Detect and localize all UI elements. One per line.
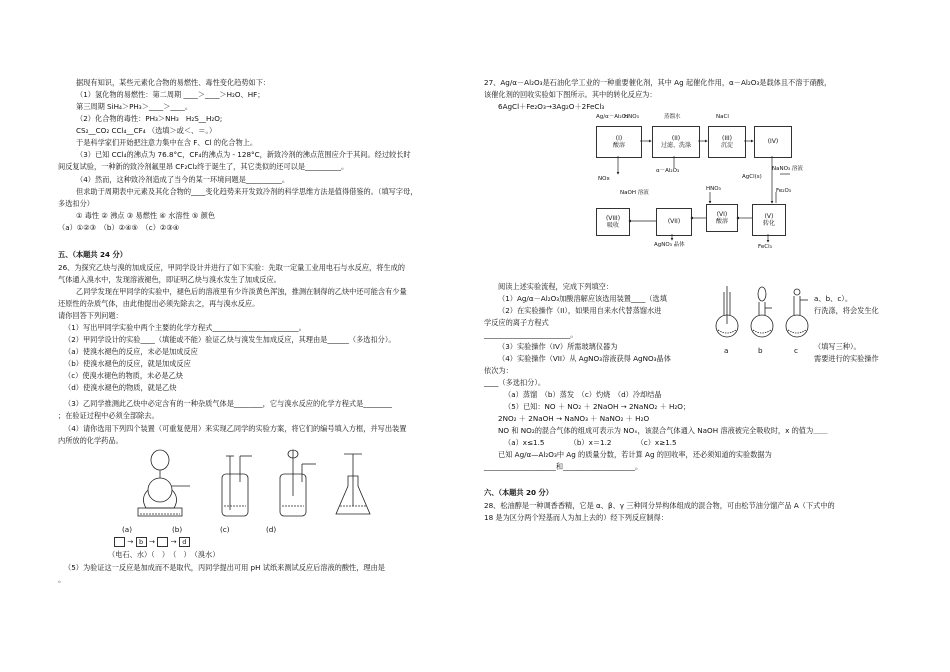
flow-box-5-num: (V)	[764, 212, 774, 220]
flow-input-nacl: NaCl	[716, 114, 729, 120]
chain-slot-3[interactable]	[157, 537, 168, 547]
q26-line1: 26、为探究乙炔与溴的加成反应，甲同学设计并进行了如下实验：先取一定量工业用电石与水反应，将生成的	[58, 263, 405, 272]
q2-line2: CS₂__CO₂ CCl₄__CF₄ （选填＞或＜、＝。）	[76, 126, 217, 135]
q4-choices: （a）①②③ （b）②④⑤ （c）②③④	[58, 223, 180, 232]
q26-line7: （2）甲同学设计的实验____（填能或不能）验证乙炔与溴发生加成反应，其理由是______（多选扣分）。	[64, 335, 396, 344]
flow-box-5-text: 转化	[762, 220, 775, 227]
flask-c-drawing	[786, 289, 808, 337]
q4-line1: （4）然而，这种致冷剂造成了当今的某一环境问题是__________。	[76, 175, 290, 184]
q1-line1: （1）氢化物的易燃性：第二周期 ____＞____＞H₂O、HF；	[76, 90, 265, 99]
q26-line11: 内所放的化学药品。	[58, 436, 123, 445]
apparatus-label-c: (c)	[220, 525, 230, 534]
flow-input-water: 蒸馏水	[664, 114, 681, 120]
q26-option-d: （d）使溴水褪色的物质，就是乙炔	[64, 383, 177, 392]
flow-box-6-text: 酸溶	[715, 218, 728, 225]
flow-box-2-text: 过滤、洗涤	[660, 142, 691, 149]
q27-line1: 27、Ag/α－Al₂O₃是石油化学工业的一种重要催化剂，其中 Ag 起催化作用，α－Al₂O₃是载体且不溶于硝酸，	[484, 78, 832, 87]
q26-line5: 请你回答下列问题：	[58, 311, 123, 320]
q27-line5: （2）在实验操作（II），如果用自来水代替蒸馏水进	[498, 306, 662, 315]
q27-line4: （1）Ag/α－Al₂O₃加酸溶解应该选用装置____（选填	[498, 294, 667, 303]
flow-nano3-label: NaNO₃ 溶液	[772, 166, 803, 172]
q3-line2: 间反复试验，一种新的致冷剂氟里昂 CF₂Cl₂终于诞生了，其它类似的还可以是__________。	[58, 162, 349, 171]
flow-nox-label: NOx	[598, 176, 610, 182]
flow-box-2-num: (II)	[671, 134, 681, 142]
q27-line8b: （填写三种）。	[814, 342, 861, 351]
q26-line9: ；在验证过程中必须全部除去。	[58, 411, 159, 420]
apparatus-c-drawing	[280, 450, 316, 516]
q27-line12: （a）蒸馏 （b）蒸发 （c）灼烧 （d）冷却结晶	[504, 390, 662, 399]
q3-line1: （3）已知 CCl₄的沸点为 76.8°C，CF₄的沸点为 - 128°C，新致冷剂的沸点范围应介于其间。经过较长时	[76, 150, 411, 159]
flask-drawings	[712, 284, 812, 346]
q27-line3: 阅读上述实验流程，完成下列填空：	[498, 282, 614, 291]
flow-input-catalyst: Ag/α－Al₂O₃	[596, 114, 629, 120]
flow-box-4-num: (IV)	[767, 138, 779, 146]
q27-line11: ____（多选扣分）。	[484, 378, 546, 387]
q27-line18: ____________________和____________________。	[484, 462, 643, 471]
q27-line15: NO 和 NO₂的混合气体的组成可表示为 NOₓ，该混合气体通入 NaOH 溶液被完全吸收时，x 的值为＿＿	[498, 426, 828, 435]
apparatus-drawings	[130, 446, 460, 526]
flask-label-b: b	[758, 346, 763, 355]
q27-line6: 学反应的离子方程式	[484, 318, 549, 327]
q26-line12: （5）为验证这一反应是加成而不是取代，丙同学提出可用 pH 试纸来测试反应后溶液的酸性，理由是	[64, 563, 385, 572]
flask-a-drawing	[716, 286, 738, 337]
chain-slot-2[interactable]: b	[136, 537, 147, 547]
q27-line7: ________________________。	[484, 330, 578, 339]
intro-text: 据现有知识，某些元素化合物的易燃性、毒性变化趋势如下：	[76, 78, 271, 87]
q28-line2: 18 是为区分两个羟基而人为加上去的）经下列反应制得：	[484, 513, 668, 522]
flow-naoh-label: NaOH 溶液	[620, 190, 649, 196]
chain-reagents: （电石、水）（ ） （ ） （溴水）	[108, 550, 220, 559]
apparatus-a-drawing	[138, 450, 190, 516]
q27-line9: （4）实验操作（VII）从 AgNO₃溶液获得 AgNO₃晶体	[498, 354, 671, 363]
q27-line14: 2NO₂ ＋ 2NaOH → NaNO₃ ＋ NaNO₂ ＋ H₂O	[498, 414, 650, 423]
flow-alumina-label: α－Al₂O₃	[656, 168, 680, 174]
q27-line17: 已知 Ag/α—Al₂O₃中 Ag 的质量分数，若计算 Ag 的回收率，还必须知道的实验数据为	[498, 450, 772, 459]
flow-box-8-num: (VIII)	[605, 214, 621, 222]
q26-option-a: （a）使溴水褪色的反应，未必是加成反应	[64, 347, 198, 356]
chain-arrow-2: →	[148, 537, 155, 546]
q26-option-c: （c）使溴水褪色的物质，未必是乙炔	[64, 371, 183, 380]
q26-line10: （4）请你选用下列四个装置（可重复使用）来实现乙同学的实验方案，将它们的编号填入方框，并写出装置	[64, 424, 407, 433]
flow-box-3-text: 沉淀	[720, 142, 733, 149]
flow-box-1-num: (I)	[615, 134, 623, 142]
q26-line3: 乙同学发现在甲同学的实验中，褪色后的溶液里有少许淡黄色浑浊，推测在制得的乙炔中还可能含有少量	[76, 287, 407, 296]
q28-line1: 28、松油醇是一种调香香精，它是 α、β、γ 三种同分异构体组成的混合物，可由松节油分馏产品 A（下式中的	[484, 501, 835, 510]
chain-slot-1[interactable]	[114, 537, 125, 547]
flow-box-3-num: (III)	[722, 134, 732, 142]
q2-line1: （2）化合物的毒性：PH₃＞NH₃ H₂S__H₂O;	[76, 114, 223, 123]
q4-line2: 但求助于周期表中元素及其化合物的____变化趋势来开发致冷剂的科学思维方法是值得借鉴的。（填写字母，	[76, 187, 418, 196]
apparatus-label-d: (d)	[266, 525, 277, 534]
flow-agcl-label: AgCl(s)	[742, 174, 762, 180]
flow-hno3b-label: HNO₃	[706, 186, 721, 192]
q26-option-b: （b）使溴水褪色的反应，就是加成反应	[64, 359, 191, 368]
chain-arrow-3: →	[170, 537, 177, 546]
flow-input-hno3: HNO₃	[624, 114, 639, 120]
q27-line9b: 需要进行的实验操作	[814, 354, 879, 363]
flask-label-a: a	[724, 346, 729, 355]
flow-box-7-num: (VII)	[667, 218, 681, 226]
q27-line16: （a）x≤1.5 （b）x＝1.2 （c）x≥1.5	[504, 438, 677, 447]
q1-line2: 第三周期 SiH₄＞PH₃＞____＞____。	[76, 102, 193, 111]
flow-fe2o3-label: Fe₂O₃	[776, 188, 791, 194]
q26-line4: 还原性的杂质气体，由此他提出必须先除去之，再与溴水反应。	[58, 299, 260, 308]
section-6-heading: 六、（本题共 20 分）	[484, 488, 553, 497]
q26-line13: 。	[58, 575, 66, 584]
apparatus-d-drawing	[336, 454, 370, 514]
q4-options: ① 毒性 ② 沸点 ③ 易燃性 ④ 水溶性 ⑤ 颜色	[76, 211, 216, 220]
q26-line8: （3）乙同学推测此乙炔中必定含有的一种杂质气体是________，它与溴水反应的化学方程式是________	[64, 399, 393, 408]
chain-slot-4[interactable]: d	[179, 537, 190, 547]
q27-line5b: 行洗涤，将会发生化	[814, 306, 879, 315]
apparatus-b-drawing	[222, 456, 252, 516]
flow-box-8-text: 吸收	[606, 222, 619, 229]
flow-box-1-text: 酸溶	[612, 142, 625, 149]
q27-equation: 6AgCl＋Fe₂O₃→3Ag₂O＋2FeCl₃	[498, 102, 605, 111]
q26-line6: （1）写出甲同学实验中两个主要的化学方程式________________________。	[64, 323, 306, 332]
apparatus-label-b: (b)	[172, 525, 183, 534]
flow-product-label: AgNO₃ 晶体	[654, 242, 685, 248]
q27-line13: （5）已知：NO ＋ NO₂ ＋ 2NaOH → 2NaNO₂ ＋ H₂O；	[504, 402, 691, 411]
flow-fecl3-label: FeCl₃	[758, 244, 772, 250]
q27-line2: 该催化剂的回收实验如下图所示。其中的转化反应为：	[484, 90, 657, 99]
flask-label-c: c	[794, 346, 798, 355]
q2-line3: 于是科学家们开始把注意力集中在含 F、Cl 的化合物上。	[76, 138, 258, 147]
q27-line10: 依次为：	[484, 366, 513, 375]
apparatus-label-a: (a)	[122, 525, 133, 534]
flask-b-drawing	[751, 287, 773, 337]
q27-line8: （3）实验操作（IV）所需玻璃仪器为	[498, 342, 618, 351]
flow-box-6-num: (VI)	[716, 210, 728, 218]
apparatus-chain	[114, 537, 190, 547]
flowchart-arrows	[590, 112, 810, 252]
section-5-heading: 五、（本题共 24 分）	[58, 250, 127, 259]
q4-line3: 多选扣分）	[58, 199, 94, 208]
q27-line4b: a、b、c）。	[814, 294, 853, 303]
q26-line2: 气体通入溴水中，发现溶液褪色，即证明乙炔与溴水发生了加成反应。	[58, 275, 281, 284]
chain-arrow-1: →	[127, 537, 134, 546]
